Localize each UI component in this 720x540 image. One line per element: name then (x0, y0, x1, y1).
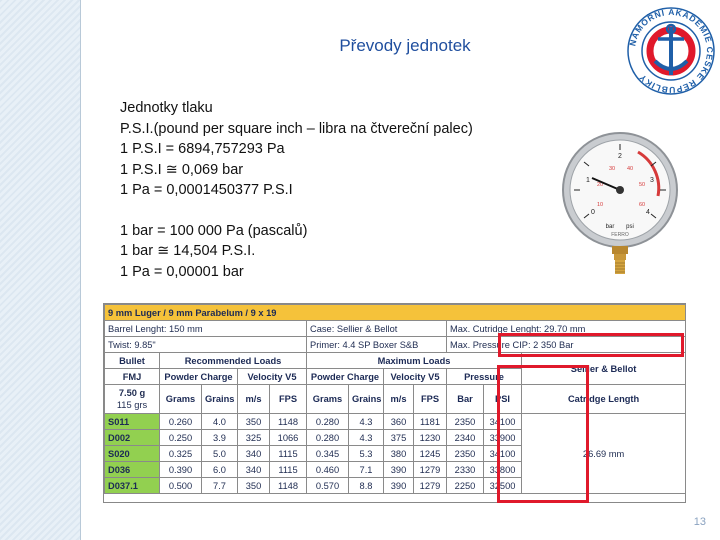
cell: 7.1 (349, 462, 384, 478)
cell: 8.8 (349, 478, 384, 494)
recommended-loads-header: Recommended Loads (160, 353, 307, 369)
cell: 1279 (414, 462, 447, 478)
gauge-bar-tick: 1 (586, 177, 590, 184)
col-bar: Bar (447, 385, 484, 414)
cell: 5.3 (349, 446, 384, 462)
col-ms: m/s (384, 385, 414, 414)
highlight-pressure-columns (497, 365, 589, 503)
max-cartridge-length: Max. Cutridge Lenght: 29.70 mm (447, 321, 686, 337)
cell: 3.9 (202, 430, 238, 446)
cell: 6.0 (202, 462, 238, 478)
cell: 380 (384, 446, 414, 462)
col-psi: PSI (484, 385, 522, 414)
gauge-bar-tick: 4 (646, 209, 650, 216)
cell: 390 (384, 478, 414, 494)
cell: 390 (384, 462, 414, 478)
cartridge-length-value: 26.69 mm (522, 414, 686, 494)
cell: 1181 (414, 414, 447, 430)
text-line: P.S.I.(pound per square inch – libra na čtvereční palec) (120, 120, 473, 137)
text-line: 1 Pa = 0,0001450377 P.S.I (120, 182, 293, 198)
cell: 0.460 (307, 462, 349, 478)
bullet-header: Bullet (105, 353, 160, 369)
highlight-max-pressure (498, 333, 684, 357)
cell: 32500 (484, 478, 522, 494)
gauge-psi-tick: 50 (638, 182, 646, 188)
cell: 34100 (484, 446, 522, 462)
cell: 0.325 (160, 446, 202, 462)
velocity-header: Velocity V5 (384, 369, 447, 385)
sellier-bellot-header: Sellier & Bellot (522, 353, 686, 385)
side-divider (80, 0, 81, 540)
cell: 0.345 (307, 446, 349, 462)
maximum-loads-header: Maximum Loads (307, 353, 522, 369)
col-ms: m/s (238, 385, 270, 414)
load-name: D002 (105, 430, 160, 446)
cell: 0.570 (307, 478, 349, 494)
cell: 350 (238, 414, 270, 430)
col-grams: Grams (307, 385, 349, 414)
table-title: 9 mm Luger / 9 mm Parabelum / 9 x 19 (105, 305, 686, 321)
page-number: 13 (693, 516, 706, 528)
cell: 1148 (270, 478, 307, 494)
pressure-header: Pressure (447, 369, 522, 385)
cell: 4.3 (349, 414, 384, 430)
decorative-side-strip (0, 0, 80, 540)
cell: 2340 (447, 430, 484, 446)
cell: 0.280 (307, 430, 349, 446)
load-name: D036 (105, 462, 160, 478)
cell: 2350 (447, 414, 484, 430)
cell: 340 (238, 462, 270, 478)
text-line: 1 bar = 100 000 Pa (pascalů) (120, 222, 308, 239)
cell: 4.3 (349, 430, 384, 446)
cell: 34100 (484, 414, 522, 430)
cell: 0.280 (307, 414, 349, 430)
col-grams: Grams (160, 385, 202, 414)
gauge-psi-tick: 40 (626, 166, 634, 172)
velocity-header: Velocity V5 (238, 369, 307, 385)
load-name: S020 (105, 446, 160, 462)
gauge-psi-tick: 20 (596, 182, 604, 188)
cell: 325 (238, 430, 270, 446)
cell: 0.260 (160, 414, 202, 430)
cell: 33900 (484, 430, 522, 446)
cell: 0.250 (160, 430, 202, 446)
svg-text:NÁMOŘNÍ AKADEMIE ČESKÉ REPUBLI: NÁMOŘNÍ AKADEMIE ČESKÉ REPUBLIKY (627, 6, 716, 96)
cell: 1148 (270, 414, 307, 430)
cell: 5.0 (202, 446, 238, 462)
case-info: Case: Sellier & Bellot (307, 321, 447, 337)
cell: 1115 (270, 462, 307, 478)
cell: 375 (384, 430, 414, 446)
text-line: 1 Pa = 0,00001 bar (120, 263, 244, 280)
cell: 33800 (484, 462, 522, 478)
text-line: 1 P.S.I ≅ 0,069 bar (120, 161, 244, 178)
cell: 1066 (270, 430, 307, 446)
gauge-brand: FERRO (611, 232, 629, 238)
cell: 2330 (447, 462, 484, 478)
load-name: D037.1 (105, 478, 160, 494)
gauge-label-psi: psi (626, 224, 634, 230)
cell: 4.0 (202, 414, 238, 430)
weight-grams: 7.50 g (118, 388, 146, 398)
gauge-psi-tick: 60 (638, 202, 646, 208)
text-line: Jednotky tlaku (120, 100, 213, 116)
cell: 360 (384, 414, 414, 430)
cell: 1115 (270, 446, 307, 462)
primer-info: Primer: 4.4 SP Boxer S&B (307, 337, 447, 353)
gauge-bar-tick: 3 (650, 177, 654, 184)
load-name: S011 (105, 414, 160, 430)
powder-charge-header: Powder Charge (307, 369, 384, 385)
text-line: 1 bar ≅ 14,504 P.S.I. (120, 243, 256, 259)
twist-info: Twist: 9.85" (105, 337, 307, 353)
col-fps: FPS (270, 385, 307, 414)
fmj-label: FMJ (105, 369, 160, 385)
cell: 350 (238, 478, 270, 494)
cell: 2250 (447, 478, 484, 494)
gauge-bar-tick: 2 (618, 153, 622, 160)
col-fps: FPS (414, 385, 447, 414)
cell: 1245 (414, 446, 447, 462)
gauge-bar-tick: 0 (591, 209, 595, 216)
naval-academy-logo (625, 5, 717, 97)
gauge-psi-tick: 30 (608, 166, 616, 172)
cell: 0.390 (160, 462, 202, 478)
max-pressure: Max. Pressure CIP: 2 350 Bar (447, 337, 686, 353)
gauge-label-bar: bar (605, 224, 615, 230)
col-grains: Grains (349, 385, 384, 414)
powder-charge-header: Powder Charge (160, 369, 238, 385)
pressure-gauge-image (560, 130, 680, 300)
slide-title: Převody jednotek (339, 36, 471, 55)
cell: 7.7 (202, 478, 238, 494)
gauge-psi-tick: 10 (596, 202, 604, 208)
barrel-length: Barrel Lenght: 150 mm (105, 321, 307, 337)
cartridge-length-header: Catridge Length (522, 385, 686, 414)
table-row (105, 414, 686, 430)
cell: 2350 (447, 446, 484, 462)
weight-grains: 115 grs (116, 400, 148, 410)
cell: 1279 (414, 478, 447, 494)
cell: 0.500 (160, 478, 202, 494)
conversion-text (120, 98, 473, 282)
col-grains: Grains (202, 385, 238, 414)
text-line: 1 P.S.I = 6894,757293 Pa (120, 141, 285, 157)
cell: 1230 (414, 430, 447, 446)
cell: 340 (238, 446, 270, 462)
bullet-weight (105, 385, 160, 414)
